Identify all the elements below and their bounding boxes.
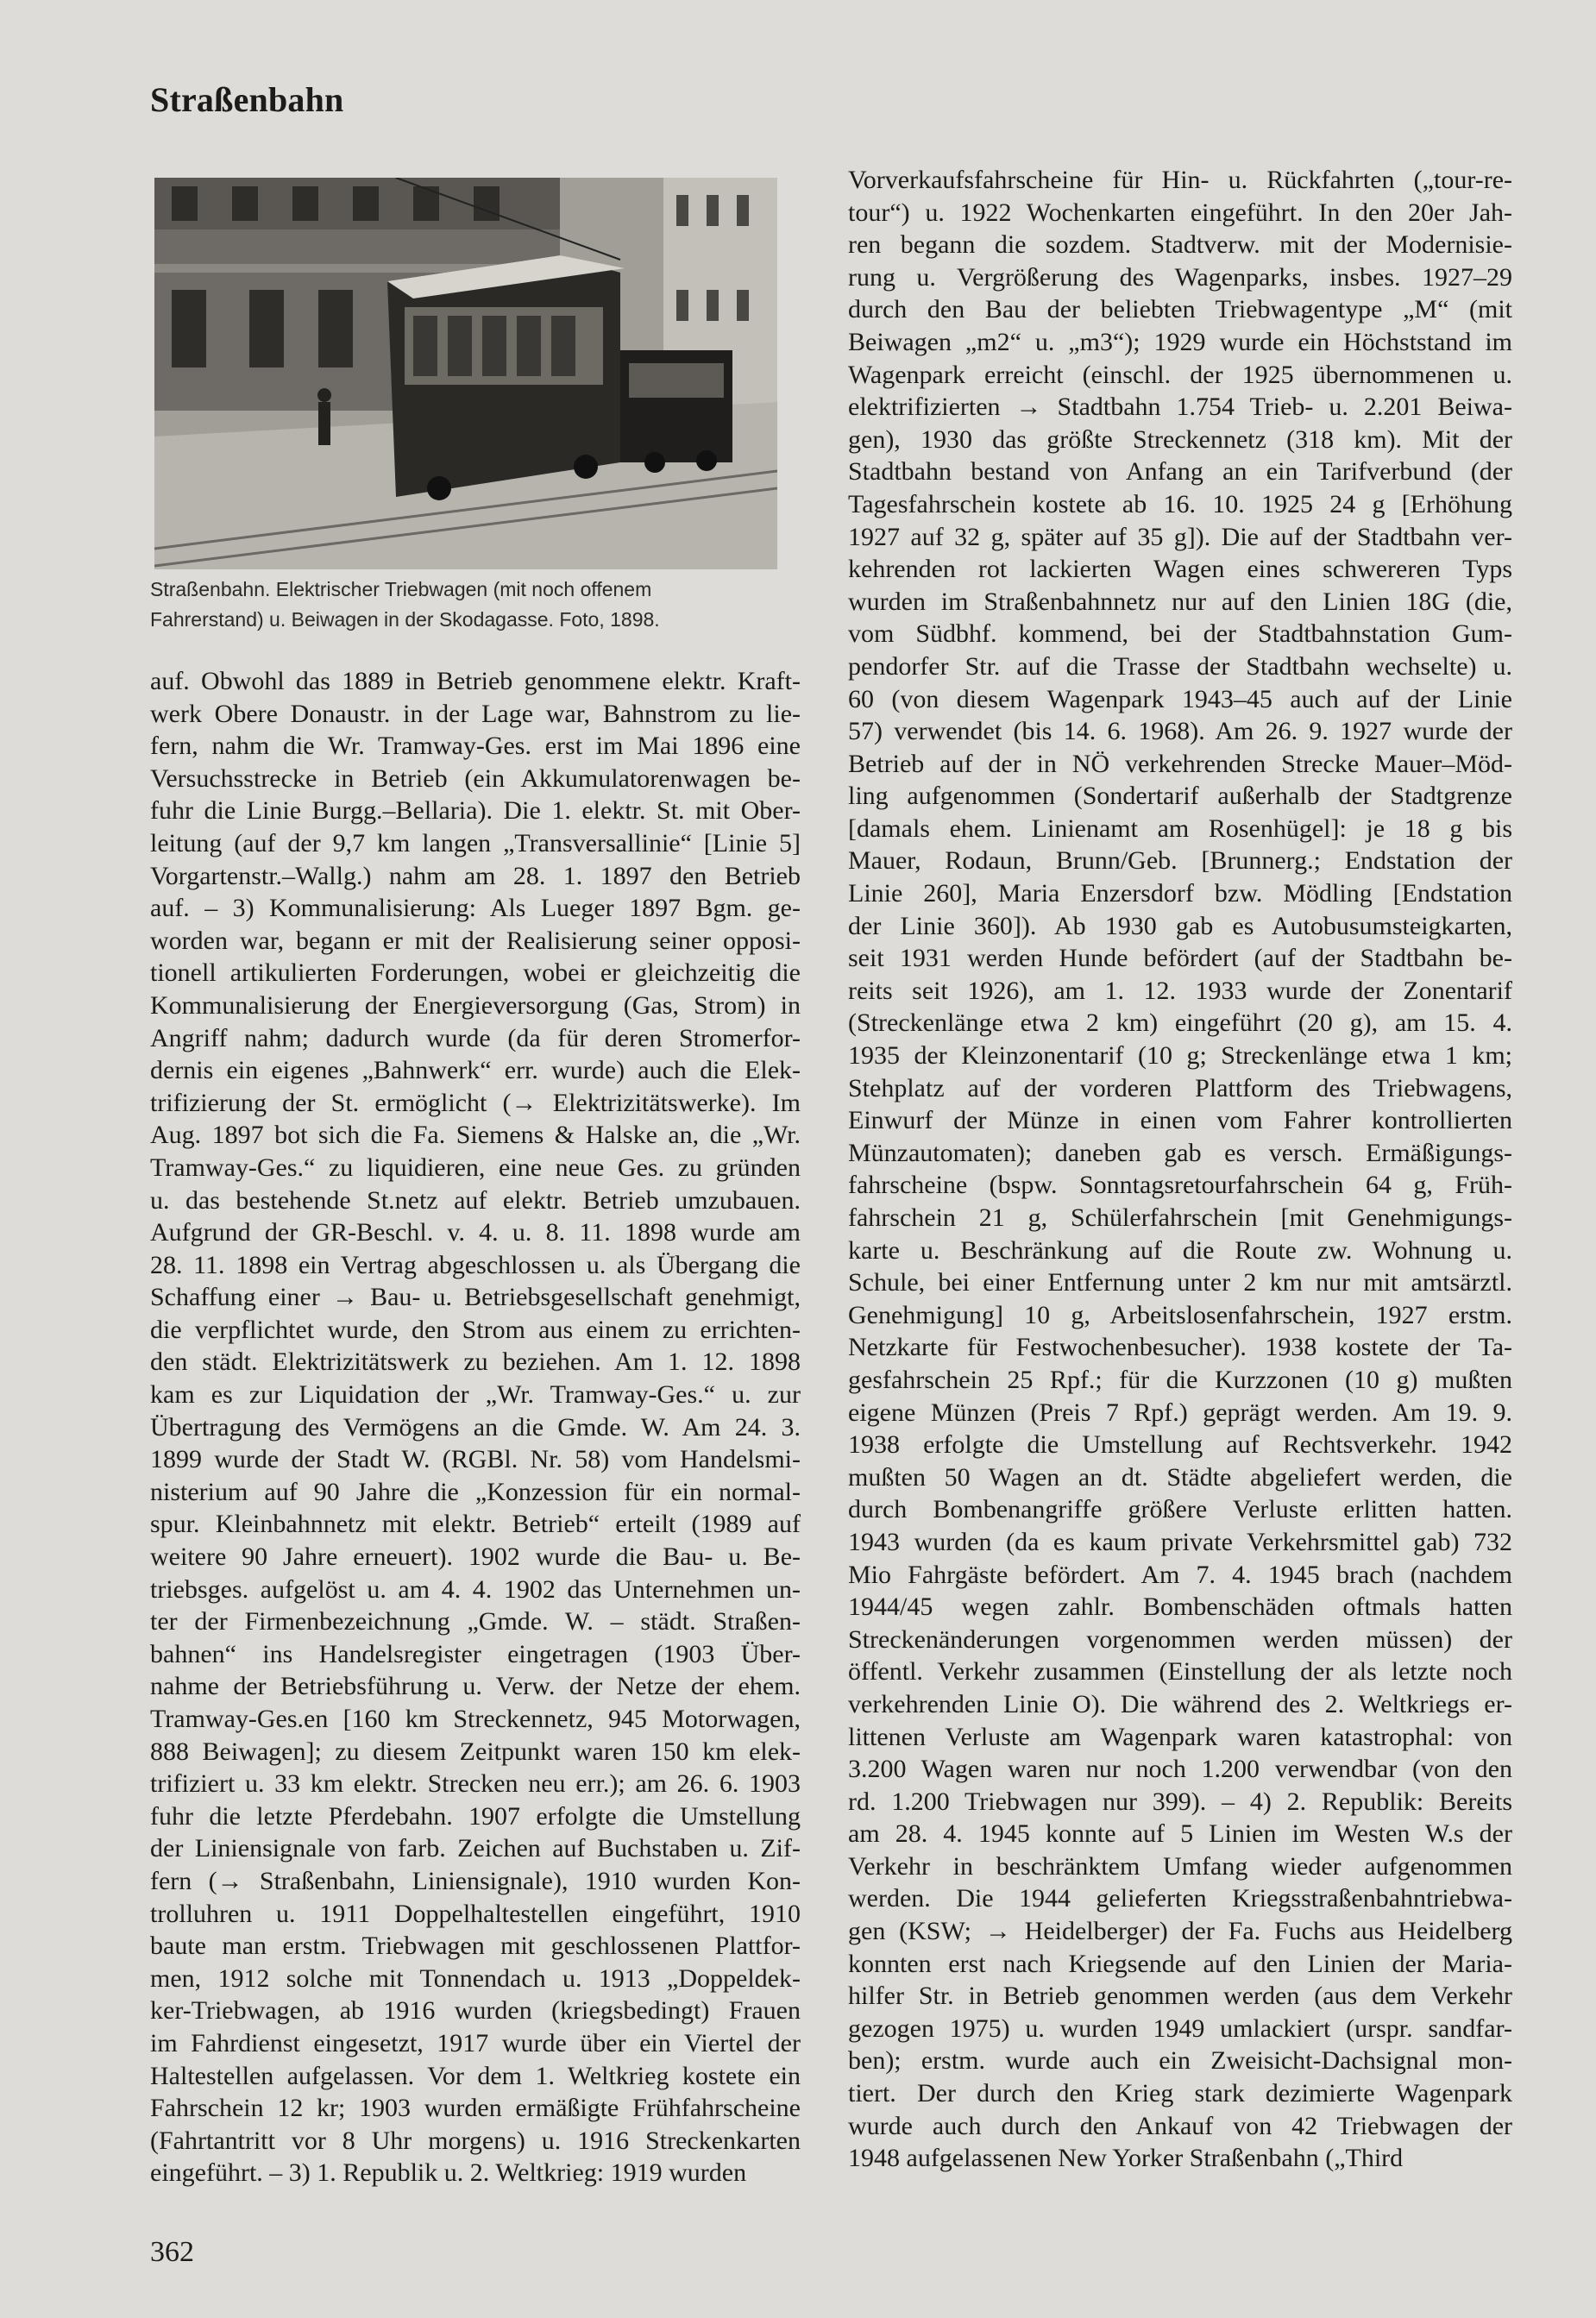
- text-line: 1899 wurde der Stadt W. (RGBl. Nr. 58) vom Handelsmi-: [150, 1445, 801, 1474]
- text-line: der Liniensignale von farb. Zeichen auf Buchstaben u. Zif-: [150, 1834, 801, 1863]
- text-line: fuhr die Linie Burgg.–Bellaria). Die 1. elektr. St. mit Ober-: [150, 796, 801, 826]
- text-line: gezogen 1975) u. wurden 1949 umlackiert (urspr. sandfar-: [848, 2013, 1512, 2043]
- text-line: pendorfer Str. auf die Trasse der Stadtbahn wechselte) u.: [848, 651, 1512, 681]
- text-line: verkehrenden Linie O). Die während des 2. Weltkriegs er-: [848, 1689, 1512, 1718]
- text-line: u. das bestehende St.netz auf elektr. Betrieb umzubauen.: [150, 1185, 801, 1215]
- text-line: der Linie 360]). Ab 1930 gab es Autobusumsteigkarten,: [848, 911, 1512, 940]
- text-line: elektrifizierten → Stadtbahn 1.754 Trieb- u. 2.201 Beiwa-: [848, 393, 1512, 422]
- text-line: Stehplatz auf der vorderen Plattform des Triebwagens,: [848, 1073, 1512, 1102]
- text-line: fern, nahm die Wr. Tramway-Ges. erst im Mai 1896 eine: [150, 732, 801, 761]
- text-line: (Streckenlänge etwa 2 km) eingeführt (20 g), am 15. 4.: [848, 1008, 1512, 1038]
- text-line: leitung (auf der 9,7 km langen „Transversallinie“ [Linie 5]: [150, 828, 801, 857]
- text-line: wurde auch durch den Ankauf von 42 Triebwagen der: [848, 2111, 1512, 2140]
- text-line: 1948 aufgelassenen New Yorker Straßenbahn („Third: [848, 2144, 1404, 2173]
- text-line: Tagesfahrschein kostete ab 16. 10. 1925 24 g [Erhöhung: [848, 489, 1512, 518]
- text-line: Übertragung des Vermögens an die Gmde. W. Am 24. 3.: [150, 1412, 801, 1442]
- text-line: Wagenpark erreicht (einschl. der 1925 übernommenen u.: [848, 360, 1512, 389]
- text-line: Schaffung einer → Bau- u. Betriebsgesellschaft genehmigt,: [150, 1283, 801, 1312]
- text-line: durch den Bau der beliebten Triebwagentype „M“ (mit: [848, 295, 1512, 324]
- caption-line: Fahrerstand) u. Beiwagen in der Skodagasse. Foto, 1898.: [150, 608, 660, 631]
- text-line: die verpflichtet wurde, den Strom aus einem zu errichten-: [150, 1315, 801, 1344]
- text-line: spur. Kleinbahnnetz mit elektr. Betrieb“ erteilt (1989 auf: [150, 1510, 801, 1539]
- text-line: mußten 50 Wagen an dt. Städte abgeliefert werden, die: [848, 1462, 1512, 1492]
- text-line: weitere 90 Jahre erneuert). 1902 wurde die Bau- u. Be-: [150, 1542, 801, 1572]
- text-line: trolluhren u. 1911 Doppelhaltestellen eingeführt, 1910: [150, 1899, 801, 1928]
- text-line: triebsges. aufgelöst u. am 4. 4. 1902 das Unternehmen un-: [150, 1574, 801, 1604]
- text-line: öffentl. Verkehr zusammen (Einstellung der als letzte noch: [848, 1657, 1512, 1687]
- historic-tram-photo: [154, 178, 777, 569]
- text-line: Aufgrund der GR-Beschl. v. 4. u. 8. 11. 1898 wurde am: [150, 1218, 801, 1247]
- text-line: Linie 260], Maria Enzersdorf bzw. Mödling [Endstation: [848, 879, 1512, 908]
- text-line: Tramway-Ges.“ zu liquidieren, eine neue Ges. zu gründen: [150, 1153, 801, 1182]
- text-line: bahnen“ ins Handelsregister eingetragen (1903 Über-: [150, 1639, 801, 1668]
- section-title: Straßenbahn: [150, 80, 344, 119]
- tram-photo-illustration: [154, 178, 777, 569]
- text-line: dernis ein eigenes „Bahnwerk“ err. wurde) auch die Elek-: [150, 1056, 801, 1085]
- text-line: 1935 der Kleinzonentarif (10 g; Streckenlänge etwa 1 km;: [848, 1041, 1512, 1071]
- text-line: vom Südbhf. kommend, bei der Stadtbahnstation Gum-: [848, 619, 1512, 649]
- text-line: auf. – 3) Kommunalisierung: Als Lueger 1897 Bgm. ge-: [150, 894, 801, 923]
- text-line: karte u. Beschränkung auf die Route zw. Wohnung u.: [848, 1235, 1512, 1265]
- text-line: durch Bombenangriffe größere Verluste erlitten hatten.: [848, 1495, 1512, 1524]
- text-line: Einwurf der Münze in einen vom Fahrer kontrollierten: [848, 1106, 1512, 1135]
- text-line: fahrschein 21 g, Schülerfahrschein [mit Genehmigungs-: [848, 1203, 1512, 1232]
- text-line: Beiwagen „m2“ u. „m3“); 1929 wurde ein Höchststand im: [848, 327, 1512, 356]
- text-line: fern (→ Straßenbahn, Liniensignale), 1910 wurden Kon-: [150, 1866, 801, 1895]
- text-line: gen), 1930 das größte Streckennetz (318 km). Mit der: [848, 424, 1512, 454]
- text-line: Mio Fahrgäste befördert. Am 7. 4. 1945 brach (nachdem: [848, 1560, 1512, 1589]
- text-line: hilfer Str. in Betrieb genommen werden (aus dem Verkehr: [848, 1982, 1512, 2011]
- text-line: Fahrschein 12 kr; 1903 wurden ermäßigte Frühfahrscheine: [150, 2094, 801, 2123]
- text-line: 3.200 Wagen waren nur noch 1.200 verwendbar (von den: [848, 1755, 1512, 1784]
- text-line: Aug. 1897 bot sich die Fa. Siemens & Halske an, die „Wr.: [150, 1121, 801, 1150]
- text-line: reits seit 1926), am 1. 12. 1933 wurde der Zonentarif: [848, 976, 1512, 1005]
- text-line: nisterium auf 90 Jahre die „Konzession für ein normal-: [150, 1477, 801, 1506]
- text-line: Tramway-Ges.en [160 km Streckennetz, 945 Motorwagen,: [150, 1705, 801, 1733]
- text-line: tiert. Der durch den Krieg stark dezimierte Wagenpark: [848, 2079, 1512, 2108]
- text-line: rung u. Vergrößerung des Wagenparks, insbes. 1927–29: [848, 262, 1512, 292]
- text-line: ben); erstm. wurde auch ein Zweisicht-Dachsignal mon-: [848, 2046, 1512, 2076]
- text-line: trifiziert u. 33 km elektr. Strecken neu err.); am 26. 6. 1903: [150, 1769, 801, 1799]
- text-line: seit 1931 werden Hunde befördert (auf der Stadtbahn be-: [848, 944, 1512, 973]
- text-line: Vorgartenstr.–Wallg.) nahm am 28. 1. 1897 den Betrieb: [150, 861, 801, 890]
- text-line: kam es zur Liquidation der „Wr. Tramway-Ges.“ u. zur: [150, 1380, 801, 1410]
- text-line: baute man erstm. Triebwagen mit geschlossenen Plattfor-: [150, 1932, 801, 1961]
- text-line: gen (KSW; → Heidelberger) der Fa. Fuchs aus Heidelberg: [848, 1917, 1512, 1946]
- text-line: (Fahrtantritt vor 8 Uhr morgens) u. 1916 Streckenkarten: [150, 2126, 801, 2155]
- text-line: Versuchsstrecke in Betrieb (ein Akkumulatorenwagen be-: [150, 763, 801, 793]
- text-line: trifizierung der St. ermöglicht (→ Elektrizitätswerke). Im: [150, 1088, 801, 1117]
- text-line: Schule, bei einer Entfernung unter 2 km nur mit amtsärztl.: [848, 1268, 1512, 1297]
- text-line: ling aufgenommen (Sondertarif außerhalb der Stadtgrenze: [848, 782, 1512, 811]
- text-line: auf. Obwohl das 1889 in Betrieb genommene elektr. Kraft-: [150, 667, 801, 695]
- text-line: gesfahrschein 25 Rpf.; für die Kurzzonen (10 g) mußten: [848, 1365, 1512, 1394]
- figure-caption: [150, 575, 792, 635]
- text-line: 1944/45 wegen zahlr. Bombenschäden oftmals hatten: [848, 1592, 1512, 1622]
- text-line: 57) verwendet (bis 14. 6. 1968). Am 26. 9. 1927 wurde der: [848, 717, 1512, 746]
- text-line: fuhr die letzte Pferdebahn. 1907 erfolgte die Umstellung: [150, 1801, 801, 1831]
- text-line: ter der Firmenbezeichnung „Gmde. W. – städt. Straßen-: [150, 1607, 801, 1636]
- text-line: werk Obere Donaustr. in der Lage war, Bahnstrom zu lie-: [150, 699, 801, 728]
- text-line: 888 Beiwagen]; zu diesem Zeitpunkt waren 150 km elek-: [150, 1737, 801, 1766]
- text-line: tionell artikulierten Forderungen, wobei er gleichzeitig die: [150, 958, 801, 988]
- text-line: Angriff nahm; dadurch wurde (da für deren Stromerfor-: [150, 1023, 801, 1052]
- text-line: Mauer, Rodaun, Brunn/Geb. [Brunnerg.; Endstation der: [848, 846, 1512, 876]
- text-line: Verkehr in beschränktem Umfang wieder aufgenommen: [848, 1851, 1512, 1881]
- text-line: eingeführt. – 3) 1. Republik u. 2. Weltkrieg: 1919 wurden: [150, 2158, 747, 2188]
- text-line: werden. Die 1944 gelieferten Kriegsstraßenbahntriebwa-: [848, 1884, 1512, 1913]
- text-line: [damals ehem. Linienamt am Rosenhügel]: je 18 g bis: [848, 813, 1512, 843]
- text-line: ren begann die sozdem. Stadtverw. mit der Modernisie-: [848, 230, 1512, 260]
- left-text-column: [150, 665, 801, 2189]
- text-line: Vorverkaufsfahrscheine für Hin- u. Rückfahrten („tour-re-: [848, 166, 1512, 194]
- text-line: konnten erst nach Kriegsende auf den Linien der Maria-: [848, 1949, 1512, 1978]
- text-line: Genehmigung] 10 g, Arbeitslosenfahrschein, 1927 erstm.: [848, 1300, 1512, 1329]
- text-line: Stadtbahn bestand von Anfang an ein Tarifverbund (der: [848, 457, 1512, 487]
- text-line: eigene Münzen (Preis 7 Rpf.) geprägt werden. Am 19. 9.: [848, 1398, 1512, 1427]
- right-text-column: [848, 164, 1512, 2175]
- text-line: wurden im Straßenbahnnetz nur auf den Linien 18G (die,: [848, 587, 1512, 616]
- text-line: Betrieb auf der in NÖ verkehrenden Strecke Mauer–Möd-: [848, 749, 1512, 778]
- text-line: 28. 11. 1898 ein Vertrag abgeschlossen u. als Übergang die: [150, 1250, 801, 1279]
- text-line: am 28. 4. 1945 konnte auf 5 Linien im Westen W.s der: [848, 1819, 1512, 1849]
- text-line: rd. 1.200 Triebwagen nur 399). – 4) 2. Republik: Bereits: [848, 1787, 1512, 1816]
- text-line: 1943 wurden (da es kaum private Verkehrsmittel gab) 732: [848, 1527, 1512, 1556]
- text-line: Netzkarte für Festwochenbesucher). 1938 kostete der Ta-: [848, 1333, 1512, 1362]
- page-number: 362: [150, 2236, 194, 2268]
- text-line: im Fahrdienst eingesetzt, 1917 wurde über ein Viertel der: [150, 2028, 801, 2057]
- text-line: littenen Verluste am Wagenpark waren katastrophal: von: [848, 1722, 1512, 1751]
- text-line: den städt. Elektrizitätswerk zu beziehen. Am 1. 12. 1898: [150, 1347, 801, 1377]
- text-line: Streckenänderungen vorgenommen werden müssen) der: [848, 1624, 1512, 1654]
- text-line: fahrscheine (bspw. Sonntagsretourfahrschein 64 g, Früh-: [848, 1171, 1512, 1200]
- text-line: Kommunalisierung der Energieversorgung (Gas, Strom) in: [150, 990, 801, 1020]
- text-line: men, 1912 solche mit Tonnendach u. 1913 „Doppeldek-: [150, 1963, 801, 1993]
- text-line: ker-Triebwagen, ab 1916 wurden (kriegsbedingt) Frauen: [150, 1996, 801, 2026]
- text-line: 60 (von diesem Wagenpark 1943–45 auch auf der Linie: [848, 684, 1512, 713]
- text-line: Haltestellen aufgelassen. Vor dem 1. Weltkrieg kostete ein: [150, 2061, 801, 2090]
- text-line: kehrenden rot lackierten Wagen eines schwereren Typs: [848, 555, 1512, 584]
- text-line: nahme der Betriebsführung u. Verw. der Netze der ehem.: [150, 1672, 801, 1701]
- text-line: tour“) u. 1922 Wochenkarten eingeführt. In den 20er Jah-: [848, 198, 1512, 227]
- caption-line: Straßenbahn. Elektrischer Triebwagen (mit noch offenem: [150, 578, 652, 600]
- text-line: Münzautomaten); daneben gab es versch. Ermäßigungs-: [848, 1138, 1512, 1167]
- text-line: worden war, begann er mit der Realisierung seiner opposi-: [150, 926, 801, 955]
- text-line: 1927 auf 32 g, später auf 35 g]). Die auf der Stadtbahn ver-: [848, 522, 1512, 551]
- text-line: 1938 erfolgte die Umstellung auf Rechtsverkehr. 1942: [848, 1430, 1512, 1460]
